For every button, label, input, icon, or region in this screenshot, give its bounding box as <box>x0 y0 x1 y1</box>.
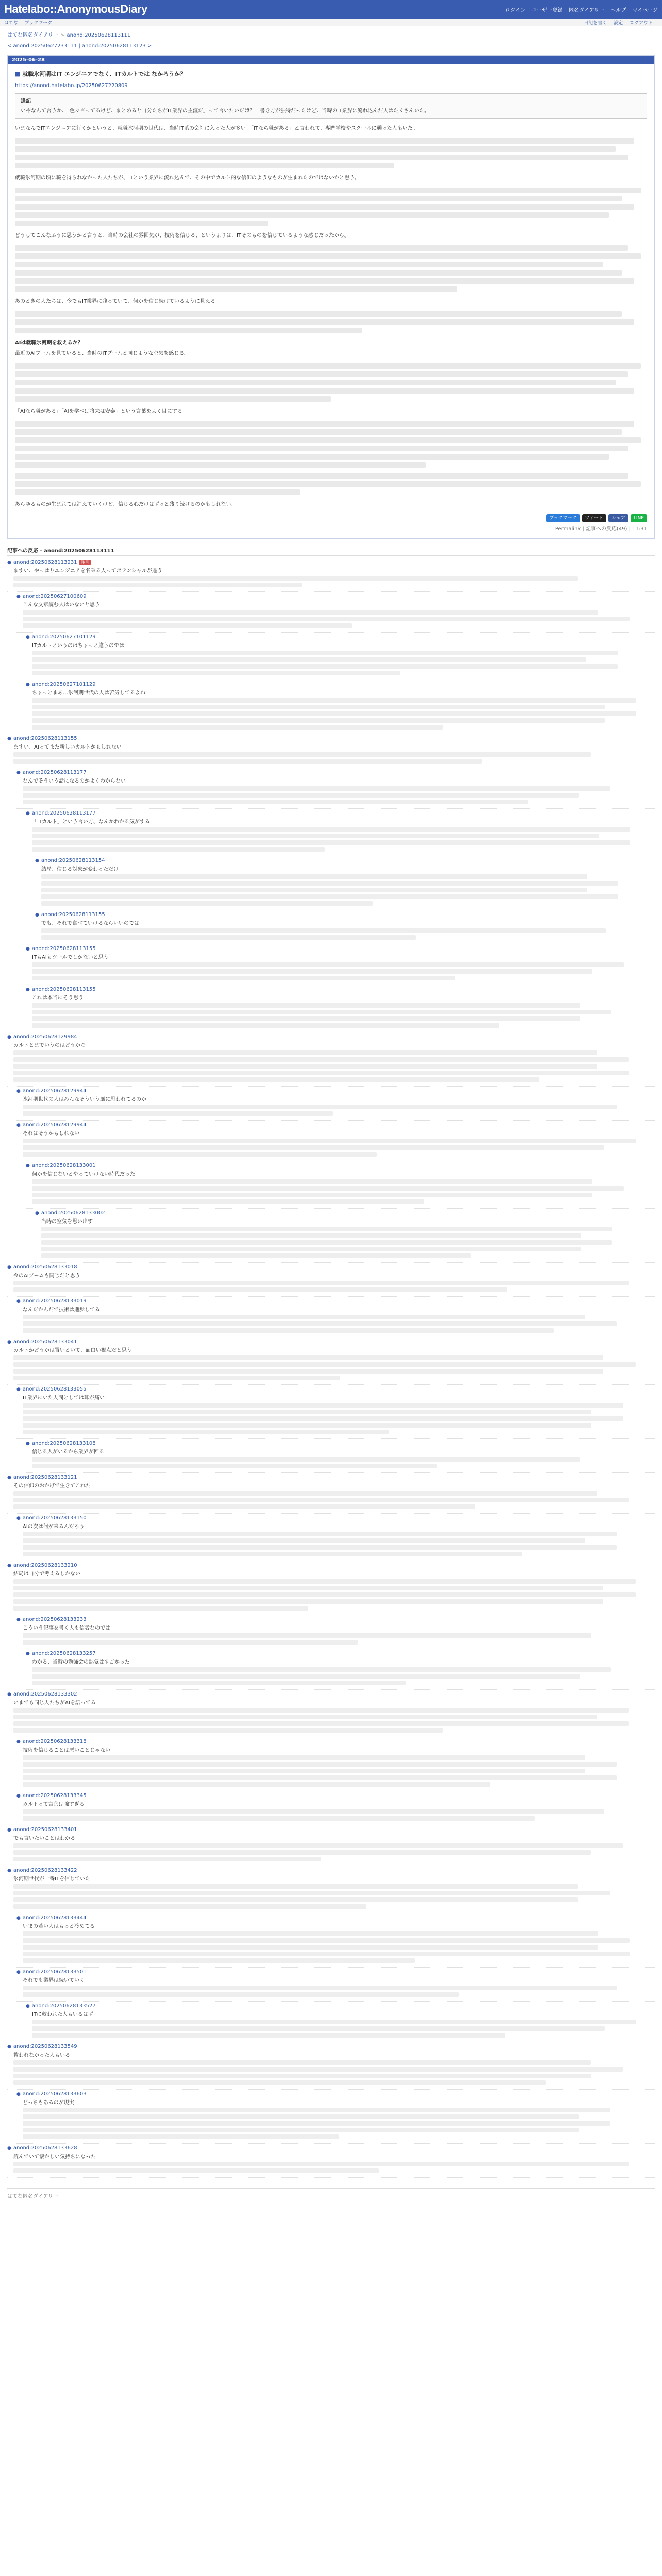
comment-text: 結局、信じる対象が変わっただけ <box>41 867 119 872</box>
comment-author-link[interactable]: anond:20250628133549 <box>13 2044 77 2049</box>
comment-text: カルトって言葉は強すぎる <box>23 1802 85 1807</box>
comment-header <box>7 1691 655 1697</box>
comment-text-block <box>35 874 655 906</box>
square-icon: ■ <box>15 71 21 77</box>
comment-item <box>16 2090 655 2144</box>
bullet-icon: ● <box>16 1915 21 1921</box>
comment-header <box>35 1210 655 1216</box>
comment-text-block <box>16 1931 655 1963</box>
comment-header <box>26 1440 655 1446</box>
comment-item <box>26 2002 655 2042</box>
comment-badge: 注目 <box>79 560 91 565</box>
comment-text-block <box>7 2162 655 2173</box>
comment-text: 「ITカルト」という言い方、なんかわかる気がする <box>32 819 151 825</box>
comment-text-block <box>16 1809 655 1821</box>
comment-author-link[interactable]: anond:20250628133501 <box>22 1969 87 1975</box>
comment-text: その信仰のおかげで生きてこれた <box>13 1483 91 1489</box>
entry-paragraph: 「AIなら職がある」「AIを学べば将来は安泰」という言葉をよく目にする。 <box>15 409 188 414</box>
bullet-icon: ● <box>16 1969 21 1975</box>
comment-header <box>7 1868 655 1873</box>
header-links <box>505 6 658 13</box>
comment-text-block <box>16 1139 655 1157</box>
comment-item <box>35 1209 655 1263</box>
bullet-icon: ● <box>7 736 11 741</box>
comment-text-block <box>16 1105 655 1116</box>
bullet-icon: ● <box>7 1691 11 1697</box>
comment-item <box>16 1121 655 1161</box>
comment-header <box>16 1739 655 1744</box>
comment-text-block <box>26 2020 655 2038</box>
subbar-right <box>584 19 658 26</box>
comment-author-link[interactable]: anond:20250628113155 <box>13 736 77 741</box>
comment-header <box>16 1386 655 1392</box>
quote-title: 追記 <box>21 98 31 104</box>
comment-header <box>7 1034 655 1040</box>
text-block <box>15 138 647 168</box>
comment-item <box>16 1791 655 1825</box>
comment-header <box>16 1793 655 1799</box>
comment-author-link[interactable]: anond:20250628133628 <box>13 2145 77 2151</box>
comment-author-link[interactable]: anond:20250628133603 <box>22 2091 87 2097</box>
comment-item <box>7 1263 655 1297</box>
comment-author-link[interactable]: anond:20250628133233 <box>22 1617 87 1622</box>
comment-author-link[interactable]: anond:20250628133302 <box>13 1691 77 1697</box>
comments-heading: 記事への反応 - anond:20250628113111 <box>7 546 655 556</box>
comment-text-block <box>26 651 655 675</box>
comment-author-link[interactable]: anond:20250628133444 <box>22 1915 87 1921</box>
comment-text: これは本当にそう思う <box>32 995 84 1001</box>
comment-header <box>26 946 655 952</box>
text-block <box>15 421 647 468</box>
site-brand[interactable]: Hatelabo::AnonymousDiary <box>4 3 147 15</box>
bullet-icon: ● <box>7 1827 11 1833</box>
comment-text: ITもAIもツールでしかないと思う <box>32 955 109 960</box>
comment-text-block <box>16 1532 655 1556</box>
comment-text-block <box>16 610 655 628</box>
bullet-icon: ● <box>7 1339 11 1345</box>
site-header <box>0 0 662 19</box>
comment-text: 当時の空気を思い出す <box>41 1219 93 1225</box>
header-link-register[interactable]: ユーザー登録 <box>532 7 563 13</box>
comment-author-link[interactable]: anond:20250628133150 <box>22 1515 87 1521</box>
comment-author-link[interactable]: anond:20250628133018 <box>13 1264 77 1270</box>
comment-header <box>26 682 655 687</box>
comment-item <box>7 1337 655 1385</box>
comment-item <box>7 1825 655 1866</box>
subbar-link-write[interactable]: 日記を書く <box>584 20 607 26</box>
comment-author-link[interactable]: anond:20250627100609 <box>22 594 87 599</box>
comment-text-block <box>26 1179 655 1204</box>
comment-text-block <box>7 1050 655 1082</box>
comment-header <box>7 1339 655 1345</box>
comment-text: こういう記事を書く人も信者なのでは <box>23 1625 110 1631</box>
comment-item <box>26 680 655 734</box>
comment-author-link[interactable]: anond:20250628129944 <box>22 1122 87 1128</box>
comment-author-link[interactable]: anond:20250628133422 <box>13 1868 77 1873</box>
bullet-icon: ● <box>26 1440 30 1446</box>
bullet-icon: ● <box>16 1122 21 1128</box>
comment-header <box>26 634 655 640</box>
comment-author-link[interactable]: anond:20250628113177 <box>22 770 87 775</box>
comment-text-block <box>7 1708 655 1733</box>
header-link-help[interactable]: ヘルプ <box>610 7 626 13</box>
comment-item <box>16 1087 655 1121</box>
bullet-icon: ● <box>26 1163 30 1168</box>
comment-text: 何かを信じないとやっていけない時代だった <box>32 1172 135 1177</box>
text-block <box>15 363 647 402</box>
comment-header <box>35 858 655 863</box>
comment-text: ますい、やっぱりエンジニアを名乗る人ってポテンシャルが違う <box>13 568 162 574</box>
comment-author-link[interactable]: anond:20250628113154 <box>41 858 105 863</box>
comment-header <box>16 770 655 775</box>
entry-meta[interactable]: Permalink | 記事への反応(49) | 11:31 <box>555 526 647 532</box>
comment-text: それはそうかもしれない <box>23 1131 79 1137</box>
bullet-icon: ● <box>35 1210 39 1216</box>
bookmark-share-button[interactable]: ブックマーク <box>546 514 580 522</box>
comment-text-block <box>7 1884 655 1909</box>
comment-text-block <box>16 1315 655 1333</box>
comment-text: カルトとまでいうのはどうかな <box>13 1043 86 1048</box>
share-buttons <box>15 514 647 522</box>
subbar-link-bookmark[interactable]: ブックマーク <box>24 20 53 26</box>
entry-title[interactable] <box>15 70 647 78</box>
comment-header <box>16 1617 655 1622</box>
comment-item <box>16 1737 655 1791</box>
comment-item <box>26 809 655 856</box>
comment-item <box>26 1649 655 1690</box>
bullet-icon: ● <box>16 1739 21 1744</box>
comment-text-block <box>26 698 655 730</box>
comment-text: わかる、当時の勉強会の熱気はすごかった <box>32 1659 130 1665</box>
comment-author-link[interactable]: anond:20250628133345 <box>22 1793 87 1799</box>
comment-item <box>16 768 655 809</box>
comment-item <box>16 1968 655 2002</box>
comment-author-link[interactable]: anond:20250628133210 <box>13 1563 77 1568</box>
comment-text-block <box>7 2060 655 2085</box>
comment-text-block <box>7 1491 655 1509</box>
comment-text: 結局は自分で考えるしかない <box>13 1571 80 1577</box>
bullet-icon: ● <box>26 1651 30 1656</box>
comment-list <box>7 558 655 2178</box>
bullet-icon: ● <box>16 770 21 775</box>
bullet-icon: ● <box>26 987 30 992</box>
comment-text-block <box>26 1003 655 1028</box>
prev-next-link[interactable]: < anond:20250627233111 | anond:20250628113123 > <box>7 43 152 49</box>
comment-header <box>7 1264 655 1270</box>
comment-author-link[interactable]: anond:20250628133041 <box>13 1339 77 1345</box>
comment-text-block <box>26 827 655 852</box>
comment-author-link[interactable]: anond:20250628113177 <box>31 810 96 816</box>
comment-text: 読んでいて懐かしい気持ちになった <box>13 2154 96 2160</box>
bullet-icon: ● <box>16 1298 21 1304</box>
comment-text: いまの若い人はもっと冷めてる <box>23 1924 95 1929</box>
comment-text: なんだかんだで技術は進歩してる <box>23 1307 100 1313</box>
comment-author-link[interactable]: anond:20250628129944 <box>22 1088 87 1094</box>
comment-author-link[interactable]: anond:20250628133318 <box>22 1739 87 1744</box>
bullet-icon: ● <box>7 2044 11 2049</box>
comment-text: こんな文章読む人はいないと思う <box>23 602 100 608</box>
comment-author-link[interactable]: anond:20250628133019 <box>22 1298 87 1304</box>
header-link-login[interactable]: ログイン <box>505 7 526 13</box>
comment-header <box>7 2044 655 2049</box>
quote-text: いやなんて言うか、「色々言ってるけど、まとめると自分たちがIT業界の主流だ」って言いたいだけ？ 書き方が独特だったけど、当時のIT業界に流れ込んだ人はたくさんいた。 <box>21 108 430 114</box>
bullet-icon: ● <box>7 1563 11 1568</box>
bullet-icon: ● <box>7 1264 11 1270</box>
text-block <box>15 473 647 495</box>
tweet-share-button[interactable]: ツイート <box>582 514 607 522</box>
comment-text-block <box>7 1579 655 1611</box>
entry-closing: あらゆるものが生まれては消えていくけど、信じる心だけはずっと残り続けるのかもしれない。 <box>15 502 237 507</box>
comment-text: それでも業界は続いていく <box>23 1978 85 1984</box>
text-block <box>15 245 647 292</box>
comment-text: 信じる人がいるから業界が回る <box>32 1449 104 1455</box>
bullet-icon: ● <box>26 946 30 952</box>
entry-title-text: 就職氷河期はIT エンジニアでなく、ITカルトでは なかろうか？ <box>22 71 186 77</box>
comment-item <box>16 1514 655 1561</box>
comment-header <box>7 1827 655 1833</box>
header-link-diary[interactable]: 匿名ダイアリー <box>569 7 605 13</box>
comment-text: いまでも同じ人たちがAIを語ってる <box>13 1700 96 1706</box>
bullet-icon: ● <box>26 810 30 816</box>
line-share-button[interactable]: LINE <box>631 514 647 522</box>
comment-item <box>35 856 655 910</box>
comment-text-block <box>16 1403 655 1434</box>
comment-text-block <box>26 962 655 980</box>
comment-text-block <box>16 1633 655 1645</box>
bullet-icon: ● <box>16 594 21 599</box>
comment-author-link[interactable]: anond:20250628113231 <box>13 560 77 565</box>
entry-paragraph: 就職氷河期の頃に職を得られなかった人たちが、ITという業界に流れ込んで、その中でカルト的な信仰のようなものが生まれたのではないかと思う。 <box>15 175 360 181</box>
breadcrumb-current[interactable]: anond:20250628113111 <box>67 32 131 38</box>
bullet-icon: ● <box>16 1793 21 1799</box>
bullet-icon: ● <box>16 2091 21 2097</box>
entry-paragraph: どうしてこんなふうに思うかと言うと、当時の会社の雰囲気が、技術を信じる、というよりは、ITそのものを信じているような感じだったから。 <box>15 233 350 239</box>
comment-header <box>16 1122 655 1128</box>
bullet-icon: ● <box>26 2003 30 2009</box>
bullet-icon: ● <box>7 2145 11 2151</box>
comment-author-link[interactable]: anond:20250628133001 <box>31 1163 96 1168</box>
comment-text: 氷河期世代が一番ITを信じていた <box>13 1876 91 1882</box>
comment-header <box>16 1088 655 1094</box>
comment-item <box>7 1032 655 1087</box>
comment-author-link[interactable]: anond:20250628129984 <box>13 1034 77 1040</box>
comment-text-block <box>35 928 655 940</box>
diary-entry <box>7 55 655 539</box>
comment-text-block <box>7 1281 655 1292</box>
comment-item <box>7 2144 655 2178</box>
comment-text: ますい、AIってまた新しいカルトかもしれない <box>13 744 122 750</box>
comment-header <box>16 1515 655 1521</box>
header-link-mypage[interactable]: マイページ <box>632 7 658 13</box>
comment-text: 救われなかった人もいる <box>13 2053 70 2058</box>
comment-item <box>16 1385 655 1439</box>
comment-header <box>26 1163 655 1168</box>
comment-text: 技術を信じることは悪いことじゃない <box>23 1748 110 1753</box>
comment-item <box>35 910 655 944</box>
comment-text: でも言いたいことはわかる <box>13 1836 75 1841</box>
bullet-icon: ● <box>7 560 11 565</box>
entry-body <box>8 64 654 538</box>
comment-text: ITカルトというのはちょっと違うのでは <box>32 643 125 649</box>
breadcrumb-separator: > <box>60 32 65 38</box>
comment-header <box>26 1651 655 1656</box>
subbar-link-logout[interactable]: ログアウト <box>629 20 653 26</box>
comment-item <box>26 1439 655 1473</box>
entry-paragraph: いまなんでITエンジニアに行くかというと、就職氷河期の世代は、当時IT系の会社に入った人が多い。「ITなら職がある」と言われて、専門学校やスクールに通った人もいた。 <box>15 126 418 131</box>
comment-item <box>16 1615 655 1649</box>
bullet-icon: ● <box>7 1868 11 1873</box>
comment-author-link[interactable]: anond:20250628133002 <box>41 1210 105 1216</box>
comment-item <box>7 1561 655 1615</box>
comment-header <box>16 594 655 599</box>
comment-header <box>7 1563 655 1568</box>
comment-author-link[interactable]: anond:20250628133108 <box>31 1440 96 1446</box>
entry-date: 2025-06-28 <box>8 56 654 64</box>
comment-item <box>7 2042 655 2090</box>
comment-header <box>35 912 655 918</box>
comment-text-block <box>35 1227 655 1258</box>
comment-text: なんでそういう話になるのかよくわからない <box>23 778 126 784</box>
subbar-link-hatena[interactable]: はてな <box>4 20 19 26</box>
comment-item <box>7 1690 655 1737</box>
comment-text: AIの次は何が来るんだろう <box>23 1524 85 1530</box>
comment-text: どっちもあるのが現実 <box>23 2100 74 2106</box>
comment-author-link[interactable]: anond:20250628113155 <box>31 946 96 952</box>
comment-text: IT業界にいた人間としては耳が痛い <box>23 1395 105 1401</box>
bullet-icon: ● <box>16 1617 21 1622</box>
comment-item <box>7 1473 655 1514</box>
bullet-icon: ● <box>26 682 30 687</box>
comment-header <box>7 560 655 565</box>
comment-text-block <box>26 1457 655 1468</box>
comment-author-link[interactable]: anond:20250628133055 <box>22 1386 87 1392</box>
sub-navigation <box>0 19 662 26</box>
comment-text-block <box>7 752 655 764</box>
comment-text-block <box>7 576 655 587</box>
comment-text: 今のAIブームも同じだと思う <box>13 1273 80 1279</box>
bullet-icon: ● <box>35 858 39 863</box>
comment-author-link[interactable]: anond:20250628133257 <box>31 1651 96 1656</box>
comment-header <box>16 1915 655 1921</box>
comment-author-link[interactable]: anond:20250627101129 <box>31 634 96 640</box>
comment-item <box>16 1913 655 1968</box>
comment-item <box>26 985 655 1032</box>
bullet-icon: ● <box>7 1475 11 1480</box>
comment-text-block <box>7 1843 655 1861</box>
comment-item <box>16 592 655 633</box>
comment-text: でも、それで食べていけるならいいのでは <box>41 921 139 926</box>
comment-item <box>7 558 655 592</box>
comment-item <box>16 1297 655 1337</box>
facebook-share-button[interactable]: シェア <box>608 514 628 522</box>
breadcrumb <box>0 26 662 39</box>
comment-author-link[interactable]: anond:20250628133527 <box>31 2003 96 2009</box>
comment-text-block <box>16 2108 655 2139</box>
bullet-icon: ● <box>16 1386 21 1392</box>
comment-header <box>16 1298 655 1304</box>
quote-block <box>15 93 647 119</box>
comment-header <box>16 1969 655 1975</box>
comment-item <box>26 633 655 680</box>
bullet-icon: ● <box>16 1088 21 1094</box>
comment-text-block <box>7 1355 655 1380</box>
comment-text-block <box>16 1986 655 1997</box>
bullet-icon: ● <box>16 1515 21 1521</box>
bullet-icon: ● <box>35 912 39 918</box>
comment-header <box>26 987 655 992</box>
text-block <box>15 311 647 333</box>
comment-header <box>16 2091 655 2097</box>
subbar-left <box>4 19 57 26</box>
comment-header <box>7 2145 655 2151</box>
breadcrumb-home[interactable]: はてな匿名ダイアリー <box>7 32 59 38</box>
entry-paragraph: 最近のAIブームを見ていると、当時のITブームと同じような空気を感じる。 <box>15 351 190 357</box>
comment-item <box>26 944 655 985</box>
comment-header <box>7 736 655 741</box>
comment-text: ITに救われた人もいるはず <box>32 2012 94 2018</box>
entry-source-url[interactable]: https://anond.hatelabo.jp/20250627220809 <box>15 83 128 89</box>
entry-subheading: AIは就職氷河期を救えるか？ <box>15 340 83 346</box>
entry-paragraph: あのときの人たちは、今でもIT業界に残っていて、何かを信じ続けているように見える。 <box>15 299 221 304</box>
comment-header <box>7 1475 655 1480</box>
comment-item <box>26 1161 655 1209</box>
comment-text: カルトかどうかは置いといて、面白い視点だと思う <box>13 1348 132 1353</box>
comment-item <box>7 1866 655 1913</box>
comment-author-link[interactable]: anond:20250628113155 <box>41 912 105 918</box>
comment-text-block <box>26 1667 655 1685</box>
comment-text-block <box>16 786 655 804</box>
comment-author-link[interactable]: anond:20250627101129 <box>31 682 96 687</box>
comment-item <box>7 734 655 768</box>
comment-text: ちょっとまあ…氷河期世代の人は苦労してるよね <box>32 690 145 696</box>
site-footer: はてな匿名ダイアリー <box>7 2188 655 2199</box>
subbar-link-settings[interactable]: 設定 <box>614 20 623 26</box>
comment-header <box>26 810 655 816</box>
comment-text: 氷河期世代の人はみんなそういう風に思われてるのか <box>23 1097 146 1103</box>
comment-header <box>26 2003 655 2009</box>
comment-author-link[interactable]: anond:20250628113155 <box>31 987 96 992</box>
comment-author-link[interactable]: anond:20250628133121 <box>13 1475 77 1480</box>
text-block <box>15 188 647 226</box>
prev-next-links <box>0 39 662 50</box>
comment-text-block <box>16 1755 655 1787</box>
comment-author-link[interactable]: anond:20250628133401 <box>13 1827 77 1833</box>
bullet-icon: ● <box>7 1034 11 1040</box>
bullet-icon: ● <box>26 634 30 640</box>
